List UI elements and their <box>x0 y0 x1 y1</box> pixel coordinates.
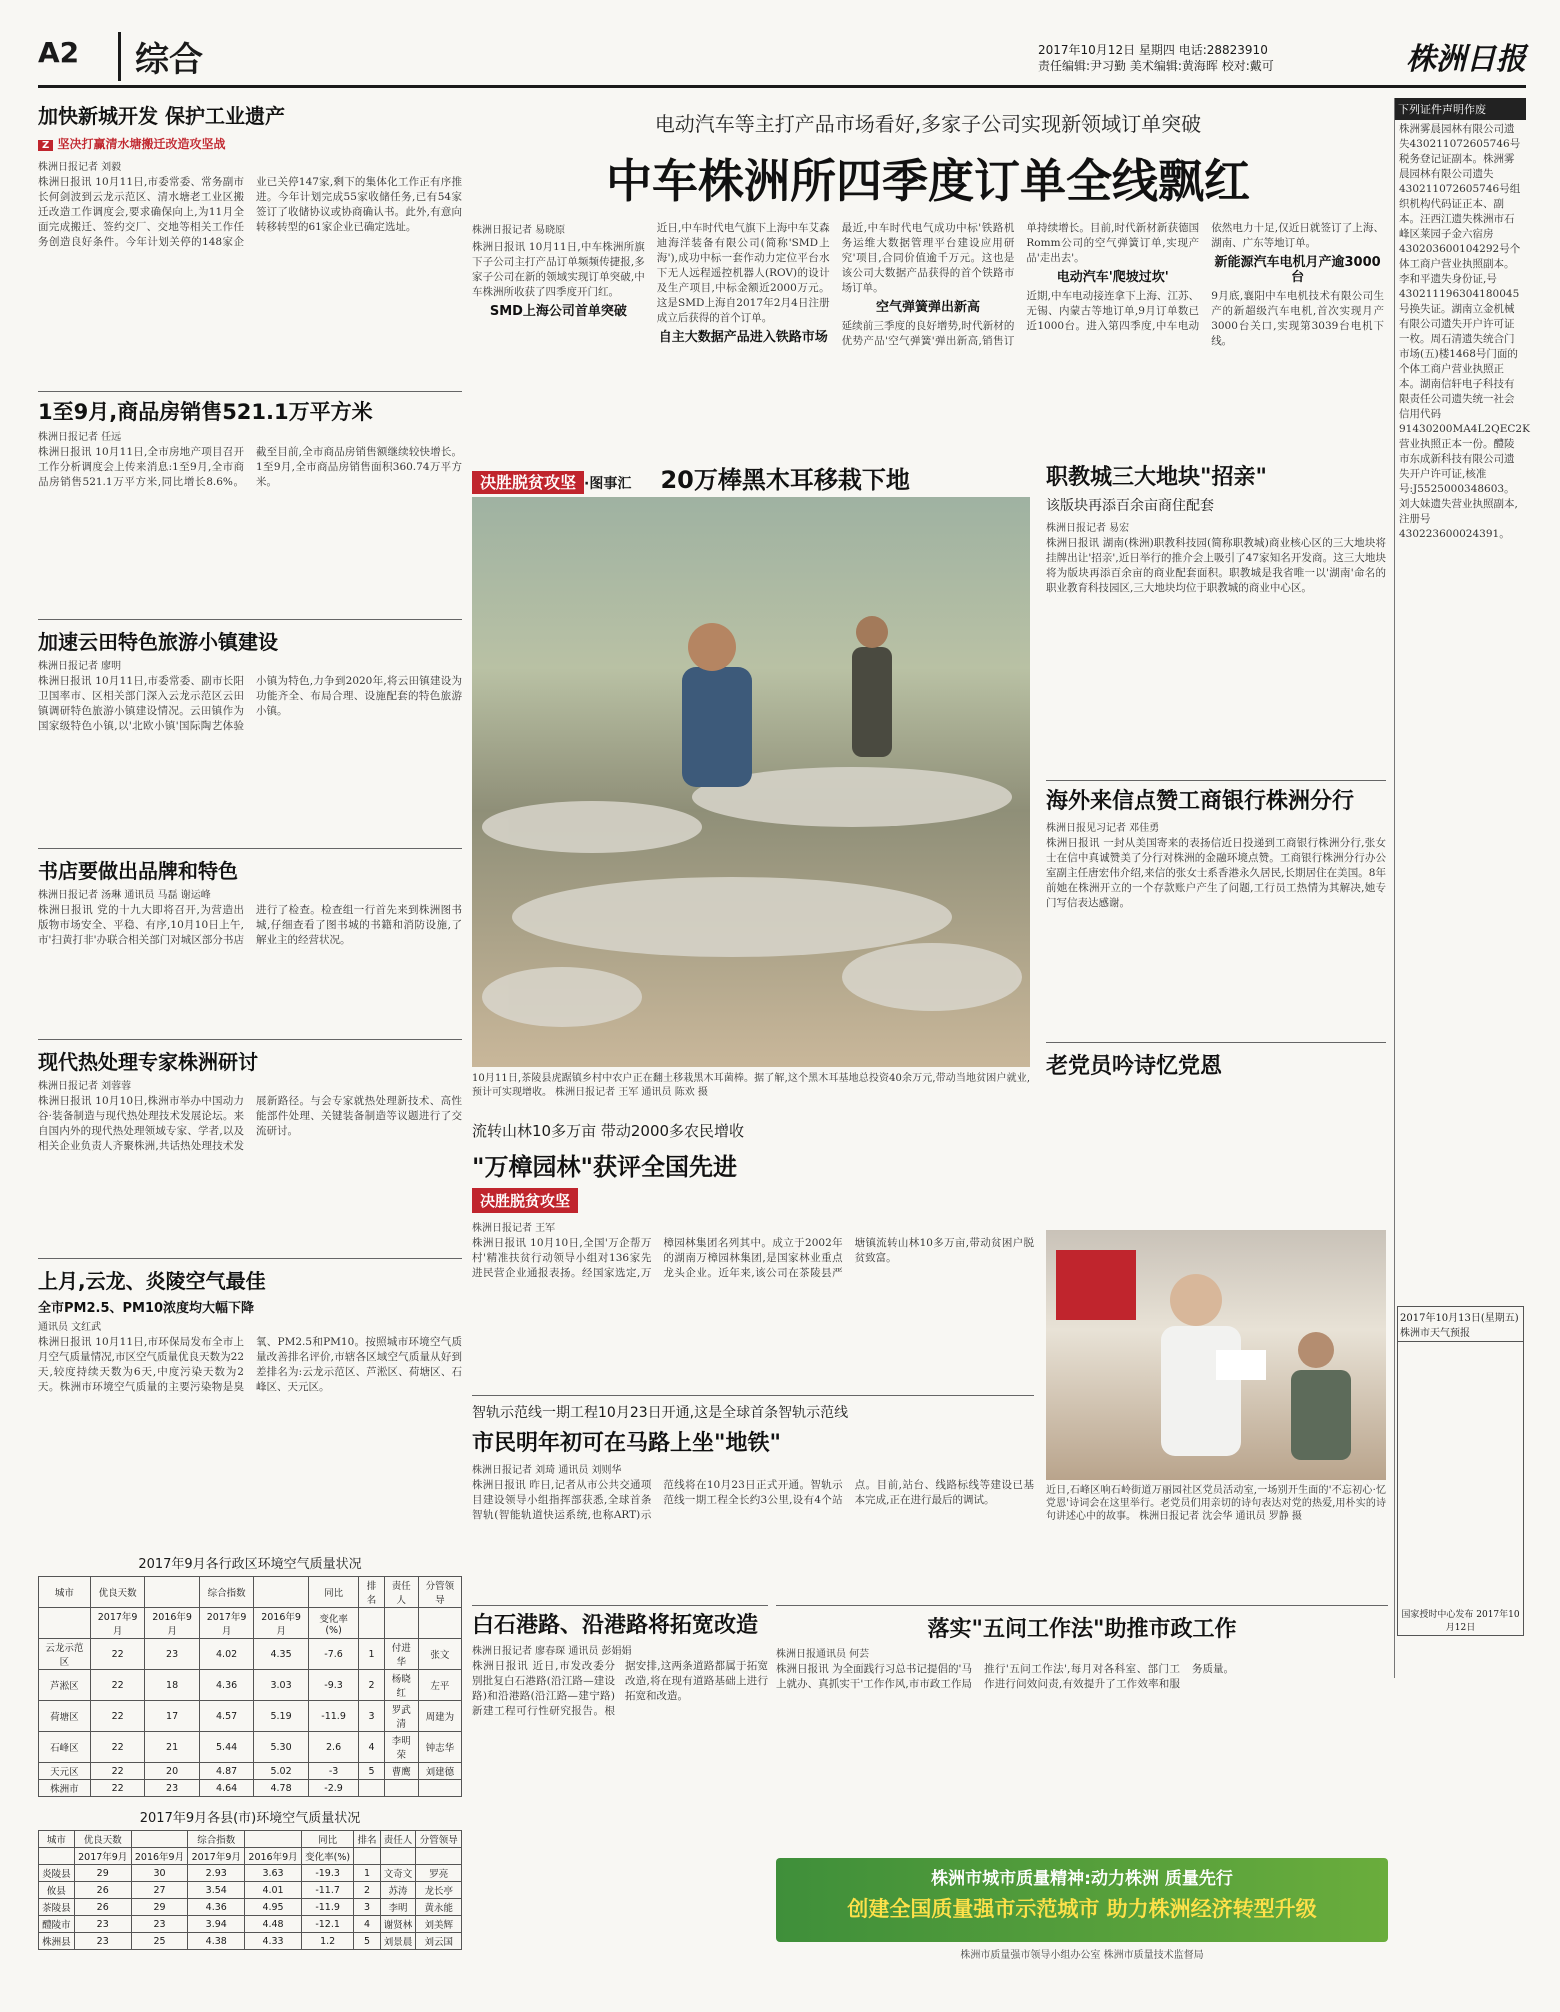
right-news-column <box>1046 460 1386 1220</box>
table-row <box>39 1639 462 1670</box>
article-kicker: 智轨示范线一期工程10月23日开通,这是全球首条智轨示范线 <box>472 1405 849 1421</box>
article-paragraph: 延续前三季度的良好增势,时代新材的优势产品'空气弹簧'弹出新高,销售订单持续增长。目前,时代新材新获德国Romm公司的空气弹簧订单,实现产品'走出去'。 <box>841 222 1200 347</box>
table-cell: 18 <box>145 1670 199 1701</box>
table-cell: 4.01 <box>245 1882 302 1899</box>
table-cell: 云龙示范区 <box>39 1639 91 1670</box>
banner-line-2: 创建全国质量强市示范城市 助力株洲经济转型升级 <box>847 1897 1317 1921</box>
table-cell: 株洲县 <box>39 1933 75 1950</box>
table-cell <box>380 1848 416 1865</box>
date-text: 2017年10月12日 星期四 电话:28823910 <box>1038 43 1268 57</box>
table-cell: 刘云国 <box>416 1933 462 1950</box>
weather-table <box>1397 1306 1524 1636</box>
article-body: 株洲日报讯 10月11日,全市房地产项目召开工作分析调度会上传来消息:1至9月,全市商品房销售521.1万平方米,同比增长8.6%。截至目前,全市商品房销售额继续较快增长。1至9月,全市商品房销售面积360.74万平方米。 <box>38 446 462 488</box>
article-title: 上月,云龙、炎陵空气最佳 <box>38 1269 266 1293</box>
table-cell: 23 <box>74 1933 131 1950</box>
table-cell: 22 <box>90 1763 144 1780</box>
table-cell: 同比 <box>301 1831 353 1848</box>
main-title: 中车株洲所四季度订单全线飘红 <box>606 154 1250 208</box>
sidebar-title: 下列证件声明作废 <box>1395 98 1526 120</box>
weather-table-title: 2017年10月13日(星期五)株洲市天气预报 <box>1398 1307 1523 1342</box>
table-cell: 27 <box>131 1882 188 1899</box>
section-name: 综合 <box>118 32 203 81</box>
quality-banner <box>776 1858 1388 1942</box>
table-cell <box>254 1577 308 1608</box>
table-cell: 株洲市 <box>39 1780 91 1797</box>
table-cell: 3 <box>354 1899 380 1916</box>
article-subhead: 新能源汽车电机月产逾3000台 <box>1214 255 1381 285</box>
article-body: 株洲日报讯 为全面践行习总书记提倡的'马上就办、真抓实干'工作作风,市市政工作局推行'五问工作法',每月对各科室、部门工作进行问效问责,有效提升了工作效率和服务质量。 <box>776 1663 1234 1690</box>
table-cell: 26 <box>74 1899 131 1916</box>
table-cell: 炎陵县 <box>39 1865 75 1882</box>
article-paragraph: 近期,中车电动接连拿下上海、江苏、无锡、内蒙古等地订单,9月订单数已近1000台。进入第四季度,中车电动依然电力十足,仅近日就签订了上海、湖南、广东等地订单。 <box>1026 222 1384 332</box>
table-cell: 4.02 <box>199 1639 253 1670</box>
article-byline: 株洲日报见习记者 邓佳勇 <box>1046 823 1160 834</box>
table-cell: 2017年9月 <box>188 1848 245 1865</box>
table-row <box>39 1882 462 1899</box>
table-cell <box>418 1608 461 1639</box>
table-cell: 钟志华 <box>418 1732 461 1763</box>
table-cell: 罗武清 <box>384 1701 418 1732</box>
table-cell <box>359 1780 384 1797</box>
table-cell: 5.30 <box>254 1732 308 1763</box>
article-subtitle: 全市PM2.5、PM10浓度均大幅下降 <box>38 1301 255 1316</box>
table-cell: 23 <box>131 1916 188 1933</box>
table-cell <box>39 1848 75 1865</box>
table-cell: 20 <box>145 1763 199 1780</box>
table-cell: 29 <box>74 1865 131 1882</box>
table-cell: 4.57 <box>199 1701 253 1732</box>
table-cell: 3.54 <box>188 1882 245 1899</box>
table-cell: 优良天数 <box>90 1577 144 1608</box>
table-cell: 周建为 <box>418 1701 461 1732</box>
article-byline: 株洲日报记者 刘琦 通讯员 刘则华 <box>472 1465 622 1476</box>
article-byline: 株洲日报记者 王军 <box>472 1223 556 1234</box>
table-cell: -11.9 <box>308 1701 359 1732</box>
table-cell: 5 <box>354 1933 380 1950</box>
table-cell: 荷塘区 <box>39 1701 91 1732</box>
table-cell: 石峰区 <box>39 1732 91 1763</box>
table-cell: 责任人 <box>380 1831 416 1848</box>
article-byline: 株洲日报通讯员 何芸 <box>776 1649 870 1660</box>
table-cell <box>354 1848 380 1865</box>
feature-header <box>472 460 1032 492</box>
article-body: 株洲日报讯 10月11日,市委常委、常务副市长何剑波到云龙示范区、清水塘老工业区搬迁改造工作调度会,要求确保向上,为11月全面完成搬迁、签约交厂、交地等相关工作任务创造良好条件。今年计划关停的148家企业已关停147家,剩下的集体化工作正有序推进。今年计划完成55家收储任务,已有54家签订了收储协议或协商确认书。此外,有意向转移转型的61家企业已确定选址。 <box>38 176 462 248</box>
table-cell: 22 <box>90 1732 144 1763</box>
feature-title: 20万棒黑木耳移栽下地 <box>660 466 910 494</box>
article-body: 株洲日报讯 昨日,记者从市公共交通项目建设领导小组指挥部获悉,全球首条智轨(智能轨道快运系统,也称ART)示范线将在10月23日正式开通。智轨示范线一期工程全长约3公里,设有4个站点。目前,站台、线路标线等建设已基本完成,正在进行最后的调试。 <box>472 1479 1034 1521</box>
table-cell: 23 <box>145 1780 199 1797</box>
air-quality-table-counties <box>38 1830 462 1950</box>
table-cell: 22 <box>90 1639 144 1670</box>
table-cell: -9.3 <box>308 1670 359 1701</box>
table-cell: -2.9 <box>308 1780 359 1797</box>
table-cell <box>145 1577 199 1608</box>
elderly-poet-photo <box>1046 1230 1386 1480</box>
table-cell: 5.19 <box>254 1701 308 1732</box>
table-cell <box>39 1608 91 1639</box>
table-cell: 2016年9月 <box>245 1848 302 1865</box>
table-cell: 29 <box>131 1899 188 1916</box>
article-subhead: SMD上海公司首单突破 <box>489 304 627 319</box>
smart-rail-article <box>472 1395 1034 1595</box>
article-paragraph: 株洲日报讯 10月11日,中车株洲所旗下子公司主打产品订单频频传捷报,多家子公司在新的领域实现订单突破,中车株洲所收获了四季度开门红。 <box>472 241 645 298</box>
table-cell: 谢贤林 <box>380 1916 416 1933</box>
notices-sidebar <box>1394 98 1530 1678</box>
article-body: 株洲日报讯 近日,市发改委分别批复白石港路(沿江路—建设路)和沿港路(沿江路—建宁路)新建工程可行性研究报告。根据安排,这两条道路都属于拓宽改造,将在现有道路基础上进行拓宽和改造。 <box>472 1660 768 1717</box>
table-cell: 责任人 <box>384 1577 418 1608</box>
photo-illustration <box>472 497 1030 1067</box>
article-subtitle: 该版块再添百余亩商住配套 <box>1046 498 1214 514</box>
table-row <box>39 1899 462 1916</box>
table-title: 2017年9月各县(市)环境空气质量状况 <box>139 1811 361 1826</box>
table-cell: 4.33 <box>245 1933 302 1950</box>
table-cell: 2016年9月 <box>131 1848 188 1865</box>
table-cell: 城市 <box>39 1831 75 1848</box>
main-article <box>472 108 1384 453</box>
table-cell: 排名 <box>359 1577 384 1608</box>
table-cell: 李明 <box>380 1899 416 1916</box>
article-body: 株洲日报讯 一封从美国寄来的表扬信近日投递到工商银行株洲分行,张女士在信中真诚赞美了分行对株洲的金融环境点赞。工商银行株洲分行办公室副主任唐宏伟介绍,来信的张女士系香港永久居民,长期居住在美国。8年前她在株洲开立的一个存款账户产生了问题,工行员工热情为其解决,她专门写信表达感谢。 <box>1046 837 1386 909</box>
photo-illustration <box>1046 1230 1386 1480</box>
table-cell: 21 <box>145 1732 199 1763</box>
table-cell: 4.95 <box>245 1899 302 1916</box>
table-row <box>39 1865 462 1882</box>
article-kicker: 流转山林10多万亩 带动2000多农民增收 <box>472 1122 745 1140</box>
article-byline: 通讯员 文红武 <box>38 1322 102 1333</box>
table-cell: 2.6 <box>308 1732 359 1763</box>
article-byline: 株洲日报记者 任远 <box>38 432 122 443</box>
table-row <box>39 1933 462 1950</box>
table-cell: 25 <box>131 1933 188 1950</box>
table-title: 2017年9月各行政区环境空气质量状况 <box>138 1557 362 1572</box>
table-cell: 4.38 <box>188 1933 245 1950</box>
table-cell: 1.2 <box>301 1933 353 1950</box>
banner-sponsor: 株洲市质量强市领导小组办公室 株洲市质量技术监督局 <box>960 1950 1204 1961</box>
article-paragraph: 近日,中车时代电气旗下上海中车艾森迪海洋装备有限公司(简称'SMD上海'),成功中标一套作动力定位平台水下无人远程遥控机器人(ROV)的设计及生产项目,中标金额近2000万元。这是SMD上海自2017年2月4日注册成立后获得的首个订单。 <box>656 222 830 324</box>
article-title: 加快新城开发 保护工业遗产 <box>38 104 285 128</box>
table-cell: 2016年9月 <box>254 1608 308 1639</box>
table-cell: 23 <box>74 1916 131 1933</box>
table-cell: 1 <box>359 1639 384 1670</box>
sidebar-notices: 株洲雾晨园林有限公司遗失430211072605746号税务登记证副本。株洲雾晨园林有限公司遗失430211072605746号组织机构代码证正本、副本。汪西江遗失株洲市石峰区莱园子金六宿房430203600104292号个体工商户营业执照副本。李和平遗失身份证,号430211196304180045号换失证。湖南立金机械有限公司遗失开户许可证一枚。周石清遗失统合门市场(五)楼1468号门面的个体工商户营业执照正本。湖南信轩电子科技有限责任公司遗失统一社会信用代码91430200MA4L2QEC2K营业执照正本一份。醴陵市东成新科技有限公司遗失开户许可证,核准号:J5525000348603。刘大妹遗失营业执照副本,注册号430223600024391。 <box>1399 123 1530 540</box>
page-number: A2 <box>38 36 80 69</box>
table-cell: 22 <box>90 1670 144 1701</box>
table-cell: 4.64 <box>199 1780 253 1797</box>
table-cell: 4.87 <box>199 1763 253 1780</box>
badge-icon: Z <box>38 140 53 151</box>
article-byline: 株洲日报记者 刘蓉蓉 <box>38 1081 132 1092</box>
table-cell: 天元区 <box>39 1763 91 1780</box>
table-cell: 苏涛 <box>380 1882 416 1899</box>
table-cell: 2017年9月 <box>90 1608 144 1639</box>
left-column <box>38 100 462 1948</box>
table-cell: 1 <box>354 1865 380 1882</box>
table-cell: 文奇文 <box>380 1865 416 1882</box>
table-cell: 城市 <box>39 1577 91 1608</box>
table-cell: -12.1 <box>301 1916 353 1933</box>
table-cell: 醴陵市 <box>39 1916 75 1933</box>
table-cell: 4 <box>359 1732 384 1763</box>
table-cell: 2 <box>354 1882 380 1899</box>
table-cell <box>416 1848 462 1865</box>
table-cell: -3 <box>308 1763 359 1780</box>
page-header <box>38 30 1526 88</box>
table-cell: 罗亮 <box>416 1865 462 1882</box>
table-row <box>39 1916 462 1933</box>
road-article <box>472 1605 768 1935</box>
table-cell: 变化率(%) <box>301 1848 353 1865</box>
table-cell <box>131 1831 188 1848</box>
article-subhead: 自主大数据产品进入铁路市场 <box>658 330 828 345</box>
table-cell: 30 <box>131 1865 188 1882</box>
table-cell: 2.93 <box>188 1865 245 1882</box>
photo-caption: 近日,石峰区响石岭街道万丽园社区党员活动室,一场别开生面的'不忘初心·忆党恩'诗词会在这里举行。老党员们用亲切的诗句表达对党的热爱,用朴实的诗句讲述心中的故事。 株洲日报记者 沈会华 通讯员 罗静 摄 <box>1046 1485 1386 1522</box>
table-cell: 刘建德 <box>418 1763 461 1780</box>
table-cell: 曹鹰 <box>384 1763 418 1780</box>
article-title: 加速云田特色旅游小镇建设 <box>38 630 278 654</box>
table-cell <box>384 1608 418 1639</box>
table-cell: 同比 <box>308 1577 359 1608</box>
article-title: 市民明年初可在马路上坐"地铁" <box>472 1431 781 1456</box>
main-kicker: 电动汽车等主打产品市场看好,多家子公司实现新领域订单突破 <box>654 112 1202 136</box>
farmers-photo <box>472 497 1030 1067</box>
table-cell: 综合指数 <box>199 1577 253 1608</box>
article-title: 白石港路、沿港路将拓宽改造 <box>472 1613 759 1638</box>
table-cell: 李明荣 <box>384 1732 418 1763</box>
table-cell: 攸县 <box>39 1882 75 1899</box>
table-cell: 刘景晨 <box>380 1933 416 1950</box>
table-cell: 3.94 <box>188 1916 245 1933</box>
article-byline: 株洲日报记者 刘毅 <box>38 162 122 173</box>
table-cell: 左平 <box>418 1670 461 1701</box>
table-cell: -7.6 <box>308 1639 359 1670</box>
air-quality-table-districts <box>38 1576 462 1797</box>
article-title: 现代热处理专家株洲研讨 <box>38 1050 258 1074</box>
table-cell: 4.36 <box>188 1899 245 1916</box>
article-byline: 株洲日报记者 廖春琛 通讯员 彭娟娟 <box>472 1646 632 1657</box>
table-cell: -11.9 <box>301 1899 353 1916</box>
article-title: 老党员吟诗忆党恩 <box>1046 1054 1223 1079</box>
table-cell: 17 <box>145 1701 199 1732</box>
banner-line-1: 株洲市城市质量精神:动力株洲 质量先行 <box>931 1869 1233 1889</box>
article-body: 株洲日报讯 10月11日,市委常委、副市长阳卫国率市、区相关部门深入云龙示范区云田镇调研特色旅游小镇建设情况。云田镇作为国家级特色小镇,以'北欧小镇'国际陶艺体验小镇为特色,力争到2020年,将云田镇建设为功能齐全、布局合理、设施配套的特色旅游小镇。 <box>38 675 462 732</box>
feature-tag: 决胜脱贫攻坚 <box>472 471 584 494</box>
table-cell: 4.78 <box>254 1780 308 1797</box>
table-cell: 变化率(%) <box>308 1608 359 1639</box>
table-cell: -11.7 <box>301 1882 353 1899</box>
table-cell: 4.48 <box>245 1916 302 1933</box>
table-row <box>39 1763 462 1780</box>
table-cell: 杨晓红 <box>384 1670 418 1701</box>
table-cell: 4 <box>354 1916 380 1933</box>
table-cell: 4.35 <box>254 1639 308 1670</box>
feature-caption: 10月11日,茶陵县虎踞镇乡村中农户正在翻土移栽黑木耳菌棒。据了解,这个黑木耳基地总投资40余万元,带动当地贫困户就业,预计可实现增收。 株洲日报记者 王军 通讯员 陈欢 摄 <box>472 1073 1030 1098</box>
article-byline: 株洲日报记者 汤琳 通讯员 马磊 谢运峰 <box>38 890 211 901</box>
article-subtitle: 坚决打赢清水塘搬迁改造攻坚战 <box>57 137 226 151</box>
newspaper-logo: 株洲日报 <box>1406 42 1526 77</box>
article-title: 1至9月,商品房销售521.1万平方米 <box>38 400 373 424</box>
table-cell: 张文 <box>418 1639 461 1670</box>
table-cell: 22 <box>90 1780 144 1797</box>
table-row <box>39 1701 462 1732</box>
article-byline: 株洲日报记者 易晓原 <box>472 225 566 236</box>
table-cell: 优良天数 <box>74 1831 131 1848</box>
table-cell: 排名 <box>354 1831 380 1848</box>
table-cell: 22 <box>90 1701 144 1732</box>
table-cell <box>359 1608 384 1639</box>
table-cell: 茶陵县 <box>39 1899 75 1916</box>
article-body: 株洲日报讯 湖南(株洲)职教科技园(简称职教城)商业核心区的三大地块将挂牌出让'招亲',近日举行的推介会上吸引了47家知名开发商。这三大地块将为版块再添百余亩的商业配套面积。职教城是我省唯一以'湖南'命名的职业教育科技园区,三大地块均位于职教城的商业中心区。 <box>1046 537 1386 594</box>
table-row <box>39 1732 462 1763</box>
table-cell: 26 <box>74 1882 131 1899</box>
table-cell: 芦淞区 <box>39 1670 91 1701</box>
weather-table-footer: 国家授时中心发布 2017年10月12日 <box>1401 1610 1520 1633</box>
table-cell: 4.36 <box>199 1670 253 1701</box>
table-cell <box>384 1780 418 1797</box>
table-cell: 2017年9月 <box>199 1608 253 1639</box>
article-byline: 株洲日报记者 廖明 <box>38 661 122 672</box>
article-title: 书店要做出品牌和特色 <box>38 859 238 883</box>
article-subhead: 空气弹簧弹出新高 <box>875 300 980 315</box>
date-line <box>1038 42 1274 74</box>
table-cell: -19.3 <box>301 1865 353 1882</box>
article-body: 株洲日报讯 10月10日,株洲市举办中国动力谷·装备制造与现代热处理技术发展论坛。来自国内外的现代热处理领域专家、学者,以及相关企业负责人齐聚株洲,共话热处理技术发展新路径。与会专家就热处理新技术、高性能部件处理、关键装备制造等议题进行了交流研讨。 <box>38 1095 462 1152</box>
article-body: 株洲日报讯 党的十九大即将召开,为营造出版物市场安全、平稳、有序,10月10日上午,市'扫黄打非'办联合相关部门对城区部分书店进行了检查。检查组一行首先来到株洲图书城,仔细查看了图书城的书籍和消防设施,了解业主的经营状况。 <box>38 904 462 946</box>
table-cell: 分管领导 <box>416 1831 462 1848</box>
editors-text: 责任编辑:尹习勤 美术编辑:黄海晖 校对:戴可 <box>1038 59 1274 73</box>
table-cell: 3.03 <box>254 1670 308 1701</box>
table-cell: 23 <box>145 1639 199 1670</box>
table-cell: 龙长亭 <box>416 1882 462 1899</box>
table-cell: 分管领导 <box>418 1577 461 1608</box>
table-cell: 黄永能 <box>416 1899 462 1916</box>
article-title: 落实"五问工作法"助推市政工作 <box>927 1617 1237 1642</box>
article-tag: 决胜脱贫攻坚 <box>472 1188 578 1213</box>
article-body: 株洲日报讯 10月10日,全国'万企帮万村'精准扶贫行动领导小组对136家先进民营企业通报表扬。经国家选定,万樟园林集团名列其中。成立于2002年的湖南万樟园林集团,是国家林业重点龙头企业。近年来,该公司在茶陵县严塘镇流转山林10多万亩,带动贫困户脱贫致富。 <box>472 1237 1034 1279</box>
table-cell <box>245 1831 302 1848</box>
table-cell <box>418 1780 461 1797</box>
article-paragraph: 最近,中车时代电气成功中标'铁路机务运维大数据管理平台建设应用研究'项目,合同价值逾千万元。这也是该公司大数据产品获得的首个铁路市场订单。 <box>841 222 1015 294</box>
article-body: 株洲日报讯 10月11日,市环保局发布全市上月空气质量情况,市区空气质量优良天数为22天,较度持续天数为6天,中度污染天数为2天。株洲市环境空气质量的主要污染物是臭氧、PM2.5和PM10。按照城市环境空气质量改善排名评价,市辖各区域空气质量从好到差排名为:云龙示范区、芦淞区、荷塘区、石峰区、天元区。 <box>38 1336 462 1393</box>
table-cell: 5.02 <box>254 1763 308 1780</box>
table-cell: 3 <box>359 1701 384 1732</box>
article-title: 职教城三大地块"招亲" <box>1046 465 1267 490</box>
table-cell: 刘美辉 <box>416 1916 462 1933</box>
article-title: "万樟园林"获评全国先进 <box>472 1153 738 1181</box>
article-title: 海外来信点赞工商银行株洲分行 <box>1046 789 1355 814</box>
table-cell: 5.44 <box>199 1732 253 1763</box>
table-row <box>39 1670 462 1701</box>
table-cell: 3.63 <box>245 1865 302 1882</box>
article-subhead: 电动汽车'爬坡过坎' <box>1056 270 1169 285</box>
table-cell: 5 <box>359 1763 384 1780</box>
feature-tag-suffix: ·图事汇 <box>584 476 632 492</box>
five-questions-article <box>776 1605 1388 1845</box>
table-cell: 综合指数 <box>188 1831 245 1848</box>
table-row <box>39 1780 462 1797</box>
table-cell: 2016年9月 <box>145 1608 199 1639</box>
article-paragraph: 9月底,襄阳中车电机技术有限公司生产的新超级汽车电机,首次实现月产3000台关口,实现第3039台电机下线。 <box>1211 290 1384 347</box>
table-cell: 2017年9月 <box>74 1848 131 1865</box>
table-cell: 付进华 <box>384 1639 418 1670</box>
table-cell: 2 <box>359 1670 384 1701</box>
article-byline: 株洲日报记者 易宏 <box>1046 523 1130 534</box>
